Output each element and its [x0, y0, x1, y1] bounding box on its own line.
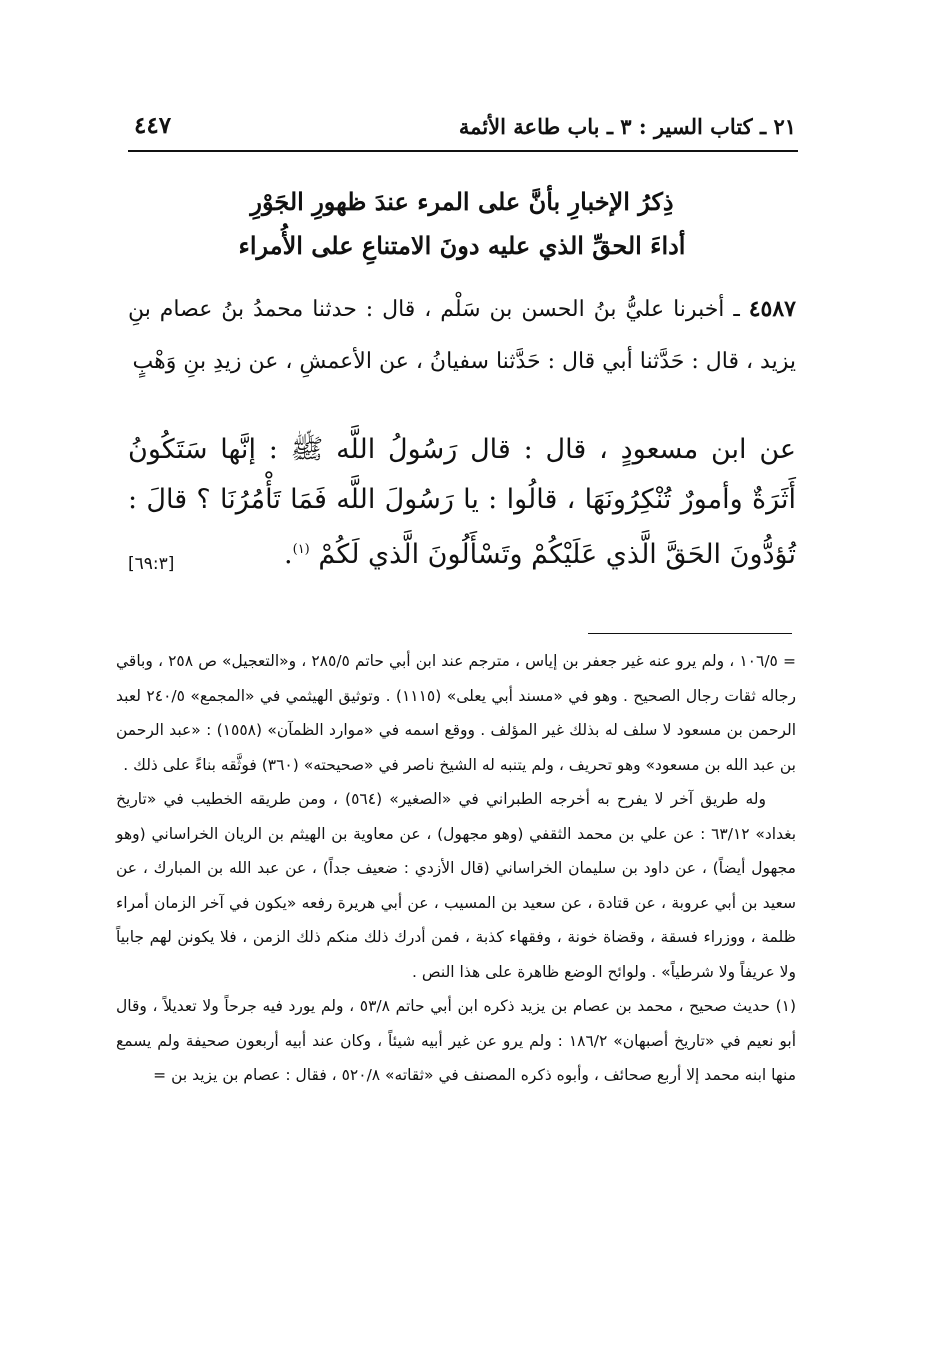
hadith-number: ٤٥٨٧	[748, 296, 796, 322]
isnad-text: ـ أخبرنا عليُّ بنُ الحسن بن سَلْم ، قال : حدثنا محمدُ بنُ عصام بنِ يزيد ، قال : حَدَّثنا أبي قال : حَدَّثنا سفيانُ ، عن الأعمشِ ، عن زيدِ بنِ وَهْبٍ	[128, 297, 796, 374]
footnotes	[116, 644, 796, 1093]
footnote-continuation: = ١٠٦/٥ ، ولم يرو عنه غير جعفر بن إياس ، مترجم عند ابن أبي حاتم ٢٨٥/٥ ، و«التعجيل» ص ٢٥٨ ، وباقي رجاله ثقات رجال الصحيح . وهو في «مسند أبي يعلى» (١١١٥) . وتوثيق الهيثمي في «المجمع» ٢٤٠/٥ لعبد الرحمن بن مسعود لا سلف له بذلك غير المؤلف . ووقع اسمه في «موارد الظمآن» (١٥٥٨) : «عبد الرحمن بن عبد الله بن مسعود» وهو تحريف ، ولم يتنبه له الشيخ ناصر في «صحيحته» (٣٦٠) فوثَّقه بناءً على ذلك .	[116, 652, 797, 774]
footnote-1: (١) حديث صحيح ، محمد بن عصام بن يزيد ذكره ابن أبي حاتم ٥٣/٨ ، ولم يورد فيه جرحاً ولا تعديلاً ، وقال أبو نعيم في «تاريخ أصبهان» ١٨٦/٢ : ولم يرو عن غير أبيه شيئاً ، وكان عند أبيه أربعون صحيفة ولم يسمع منها ابنه محمد إلا أربع صحائف ، وأبوه ذكره المصنف في «ثقاته» ٥٢٠/٨ ، فقال : عصام بن يزيد بن =	[116, 997, 797, 1084]
footnote-second-path: وله طريق آخر لا يفرح به أخرجه الطبراني في «الصغير» (٥٦٤) ، ومن طريقه الخطيب في «تاريخ بغداد» ٦٣/١٢ : عن علي بن محمد الثقفي (وهو مجهول) ، عن معاوية بن الهيثم بن الريان الخراساني (وهو مجهول أيضاً) ، عن داود بن سليمان الخراساني (قال الأزدي : ضعيف جداً) ، عن عبد الله بن المبارك ، عن سعيد بن أبي عروبة ، عن قتادة ، عن سعيد بن المسيب ، عن أبي هريرة رفعه «يكون في آخر الزمان أمراء ظلمة ، ووزراء فسقة ، وقضاة خونة ، وفقهاء كذبة ، فمن أدرك ذلك منكم ذلك الزمن ، فلا يكونن لهم جابياً ولا عريفاً ولا شرطياً» . ولوائح الوضع ظاهرة على هذا النص .	[116, 790, 797, 981]
footnote-rule	[588, 633, 792, 634]
page-number: ٤٤٧	[134, 112, 172, 139]
section-title-line-2: أداءَ الحقِّ الذي عليه دونَ الامتناعِ على الأُمراء	[238, 231, 686, 260]
hadith-matn: عن ابن مسعودٍ ، قال : قال رَسُولُ اللَّه ﷺ : إنَّها سَتَكُونُ أَثَرَةٌ وأمورٌ تُنْكِرُونَهَا ، قالُوا : يا رَسُولَ اللَّه فَمَا تَأْمُرُنَا ؟ قالَ : تُؤدُّونَ الحَقَّ الَّذي عَلَيْكُمْ وتَسْأَلُونَ الَّذي لَكُمْ $^{(١)}$. [٦٩:٣]	[128, 425, 796, 589]
page-header	[128, 108, 796, 148]
header-rule	[128, 150, 798, 152]
section-title-line-1: ذِكرُ الإخبارِ بأنَّ على المرء عندَ ظهورِ الجَوْرِ	[250, 187, 674, 216]
footnote-marker: (١)	[292, 542, 310, 557]
hadith-reference: [٦٩:٣]	[128, 554, 175, 574]
hadith-isnad	[128, 283, 796, 388]
running-title: ٢١ ـ كتاب السير : ٣ ـ باب طاعة الأئمة	[458, 114, 796, 139]
matn-text: عن ابن مسعودٍ ، قال : قال رَسُولُ اللَّه ﷺ : إنَّها سَتَكُونُ أَثَرَةٌ وأمورٌ تُنْكِرُونَهَا ، قالُوا : يا رَسُولَ اللَّه فَمَا تَأْمُرُنَا ؟ قالَ : تُؤدُّونَ الحَقَّ الَّذي عَلَيْكُمْ وتَسْأَلُونَ الَّذي لَكُمْ	[128, 434, 796, 570]
section-title	[128, 180, 796, 268]
